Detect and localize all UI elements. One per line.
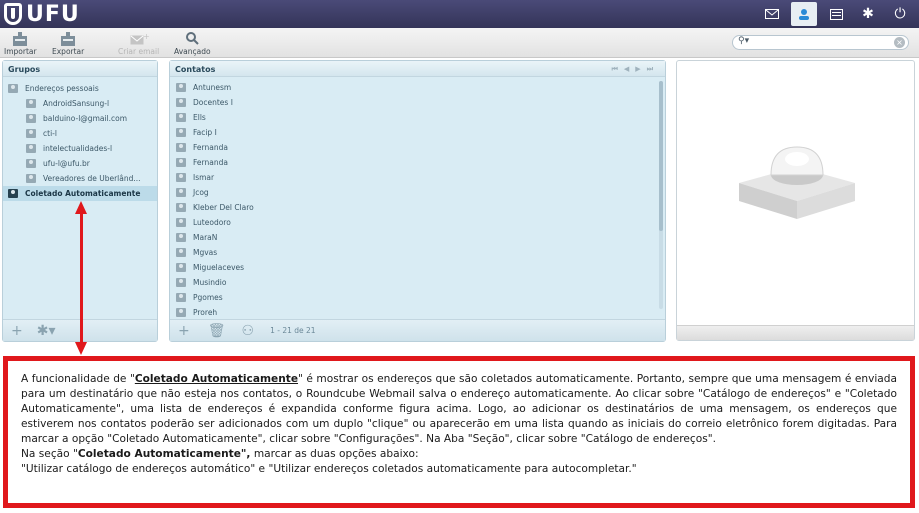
annotation-arrow <box>80 212 83 342</box>
contact-name: Kleber Del Claro <box>193 203 254 212</box>
top-header <box>0 0 919 28</box>
group-item[interactable] <box>3 186 157 201</box>
address-book-icon <box>8 84 18 93</box>
ufu-logo <box>4 1 80 27</box>
contact-row[interactable] <box>170 260 665 275</box>
advanced-label: Avançado <box>174 47 211 56</box>
contact-name: Proreh <box>193 308 218 317</box>
contact-avatar-icon <box>176 248 186 257</box>
contact-row[interactable] <box>170 305 665 320</box>
settings-panel-icon[interactable] <box>823 2 849 26</box>
contact-group-icon <box>26 114 36 123</box>
contact-avatar-icon <box>176 83 186 92</box>
explanation-paragraph <box>21 447 897 462</box>
compose-mail-icon <box>130 31 148 46</box>
contacts-footer <box>170 319 665 341</box>
contact-avatar-icon <box>176 203 186 212</box>
contact-avatar-icon <box>176 113 186 122</box>
contact-avatar-icon <box>176 188 186 197</box>
groups-header: Grupos <box>3 61 157 77</box>
group-item[interactable] <box>3 141 157 156</box>
contact-name: Mgvas <box>193 248 218 257</box>
group-options-gear-icon[interactable]: ✱▾ <box>36 322 56 339</box>
clear-search-icon[interactable]: × <box>894 37 905 48</box>
contact-name: Facip I <box>193 128 217 137</box>
delete-contact-icon[interactable]: 🗑 <box>207 322 226 339</box>
add-group-icon[interactable]: + <box>11 322 23 339</box>
contact-row[interactable] <box>170 95 665 110</box>
contact-name: Fernanda <box>193 158 228 167</box>
group-item-label: AndroidSansung-l <box>43 99 110 108</box>
contact-row[interactable] <box>170 185 665 200</box>
export-icon <box>60 31 76 46</box>
group-item-label: Vereadores de Uberlând... <box>43 174 141 183</box>
group-item-label: intelectualidades-l <box>43 144 113 153</box>
contact-name: Musindio <box>193 278 227 287</box>
advanced-search-button[interactable] <box>174 31 211 57</box>
contacts-list <box>170 77 665 320</box>
group-item-label: Coletado Automaticamente <box>25 189 141 198</box>
ufu-logo-mark <box>4 3 22 25</box>
contact-name: Pgomes <box>193 293 223 302</box>
text-segment: marcar as duas opções abaixo: <box>250 448 419 460</box>
magnifier-icon <box>186 31 199 46</box>
contacts-panel <box>169 60 666 342</box>
explanation-paragraph: "Utilizar catálogo de endereços automático" e "Utilizar endereços coletados automaticamente para autocompletar." <box>21 463 637 475</box>
contacts-title: Contatos <box>175 65 216 74</box>
export-button[interactable] <box>52 31 84 57</box>
contacts-scrollbar-thumb[interactable] <box>659 81 663 231</box>
contact-row[interactable] <box>170 170 665 185</box>
contact-name: Miguelaceves <box>193 263 245 272</box>
contacts-header <box>170 61 665 77</box>
mail-icon[interactable] <box>759 2 785 26</box>
text-segment: Na seção " <box>21 448 78 460</box>
add-contact-icon[interactable]: + <box>178 322 190 339</box>
contact-row[interactable] <box>170 155 665 170</box>
contact-row[interactable] <box>170 215 665 230</box>
import-icon <box>12 31 28 46</box>
contact-avatar-icon <box>176 173 186 182</box>
contact-name: Luteodoro <box>193 218 231 227</box>
highlight-term: Coletado Automaticamente <box>134 373 299 385</box>
contact-row[interactable] <box>170 230 665 245</box>
contact-row[interactable] <box>170 110 665 125</box>
group-item-label: Endereços pessoais <box>25 84 99 93</box>
contact-row[interactable] <box>170 140 665 155</box>
arrow-head-down <box>75 342 87 355</box>
contact-name: MaraN <box>193 233 218 242</box>
contact-preview-pane <box>676 60 915 341</box>
contact-avatar-icon <box>176 218 186 227</box>
gear-icon[interactable]: ✱ <box>862 6 874 22</box>
contact-group-icon <box>26 144 36 153</box>
contact-name: Docentes I <box>193 98 233 107</box>
contact-row[interactable] <box>170 290 665 305</box>
contact-avatar-icon <box>176 128 186 137</box>
group-item[interactable] <box>3 81 157 96</box>
explanation-box <box>3 356 915 508</box>
compose-email-button[interactable] <box>118 31 159 57</box>
contact-avatar-icon <box>176 278 186 287</box>
contacts-count: 1 - 21 de 21 <box>270 326 316 335</box>
pagination-arrows[interactable]: ⏮◀▶⏭ <box>611 65 659 73</box>
search-icon[interactable]: ⚲▾ <box>738 36 750 46</box>
search-input[interactable] <box>732 35 909 50</box>
highlight-term: Coletado Automaticamente", <box>77 448 251 460</box>
text-segment: A funcionalidade de " <box>21 373 135 385</box>
group-item-label: cti-l <box>43 129 57 138</box>
contact-name: Fernanda <box>193 143 228 152</box>
group-item[interactable] <box>3 171 157 186</box>
svg-text:+: + <box>142 31 150 41</box>
contact-row[interactable] <box>170 80 665 95</box>
contact-avatar-icon <box>176 233 186 242</box>
explanation-paragraph <box>21 372 897 447</box>
preview-footer <box>677 325 914 340</box>
group-item[interactable] <box>3 96 157 111</box>
contact-group-icon <box>26 99 36 108</box>
group-item-label: balduino-l@gmail.com <box>43 114 128 123</box>
contact-name: Ismar <box>193 173 215 182</box>
contact-row[interactable] <box>170 200 665 215</box>
group-item-label: ufu-l@ufu.br <box>43 159 90 168</box>
contact-avatar-icon <box>176 293 186 302</box>
contact-row[interactable] <box>170 245 665 260</box>
text-segment: " é mostrar os endereços que são coletados automaticamente. Portanto, sempre que uma mensagem é enviada para um destinatário que não esteja nos contatos, o Roundcube Webmail salva o endereço automaticamente. Ao clicar sobre "Catálogo de endereços" e "Coletado Automaticamente", uma lista de endereços é expandida conforme figura acima. Logo, ao adicionar os destinatários de uma mensagem, os endereços que estiverem nos contatos poderão ser adicionados com um duplo "clique" ou aparecerão em uma lista quando as iniciais do correio eletrônico forem digitadas. Para marcar a opção "Coletado Automaticamente", clicar sobre "Configurações". Na Aba "Seção", clicar sobre "Catálogo de endereços". <box>21 373 897 445</box>
contact-name: Antunesm <box>193 83 232 92</box>
export-label: Exportar <box>52 47 85 56</box>
group-item[interactable] <box>3 156 157 171</box>
logout-icon[interactable]: ⏻ <box>894 6 906 22</box>
group-item[interactable] <box>3 126 157 141</box>
contact-group-icon[interactable]: ⚇ <box>241 322 255 339</box>
groups-list <box>3 77 157 201</box>
roundcube-watermark-logo <box>739 139 855 219</box>
contact-group-icon <box>26 174 36 183</box>
contact-avatar-icon <box>176 308 186 317</box>
contact-avatar-icon <box>176 143 186 152</box>
contact-row[interactable] <box>170 275 665 290</box>
contact-name: Ells <box>193 113 206 122</box>
contact-avatar-icon <box>176 158 186 167</box>
compose-label: Criar email <box>118 47 160 56</box>
group-item[interactable] <box>3 111 157 126</box>
address-book-icon <box>8 189 18 198</box>
contact-group-icon <box>26 159 36 168</box>
contact-row[interactable] <box>170 125 665 140</box>
contact-group-icon <box>26 129 36 138</box>
import-button[interactable] <box>4 31 37 57</box>
contact-avatar-icon <box>176 263 186 272</box>
import-label: Importar <box>4 47 37 56</box>
contact-avatar-icon <box>176 98 186 107</box>
contact-name: Jcog <box>193 188 209 197</box>
logo-text: UFU <box>26 1 80 27</box>
contacts-icon[interactable] <box>791 2 817 26</box>
